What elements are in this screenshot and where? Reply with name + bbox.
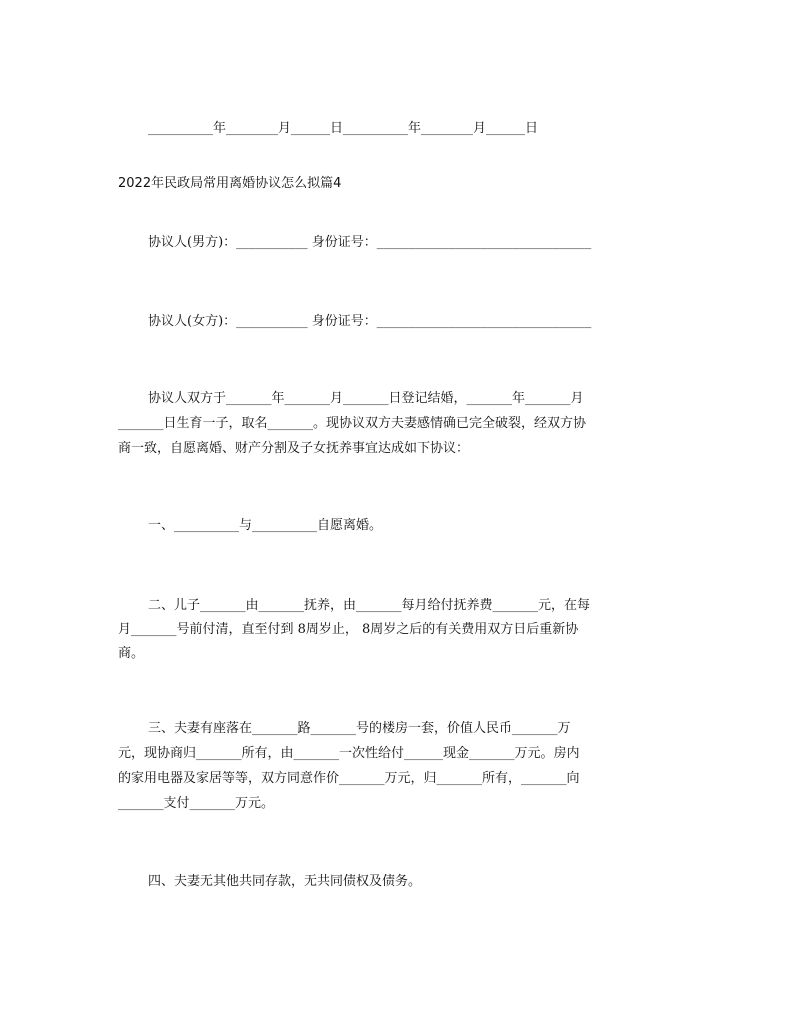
clause-4: 四、夫妻无其他共同存款，无共同债权及债务。: [148, 874, 422, 889]
intro-line-1: 协议人双方于_______年_______月_______日登记结婚，_______年_______月: [148, 391, 584, 406]
clause-1: 一、__________与__________自愿离婚。: [148, 518, 383, 533]
clause-2-line-1: 二、儿子_______由_______抚养，由_______每月给付抚养费_______元，在每: [148, 598, 591, 613]
clause-3-line-4: _______支付_______万元。: [118, 796, 275, 811]
clause-3-line-1: 三、夫妻有座落在_______路_______号的楼房一套，价值人民币_______万: [148, 721, 571, 736]
intro-line-3: 商一致，自愿离婚、财产分割及子女抚养事宜达成如下协议：: [118, 441, 470, 456]
clause-3-line-3: 的家用电器及家居等等，双方同意作价_______万元，归_______所有，_______向: [118, 771, 580, 786]
clause-3-line-2: 元，现协商归_______所有，由_______一次性给付______现金_______万元。房内: [118, 746, 580, 761]
clause-2-line-3: 商。: [118, 646, 145, 661]
section-heading: 2022年民政局常用离婚协议怎么拟篇4: [118, 176, 342, 191]
party-female-line: 协议人(女方)：___________ 身份证号：_________________________________: [148, 314, 592, 329]
signature-date-line: __________年________月______日__________年________月______日: [148, 121, 538, 136]
intro-line-2: _______日生育一子，取名_______。现协议双方夫妻感情确已完全破裂，经双方协: [118, 416, 587, 431]
clause-2-line-2: 月_______号前付清，直至付到 8周岁止， 8周岁之后的有关费用双方日后重新协: [118, 622, 579, 637]
party-male-line: 协议人(男方)：___________ 身份证号：_________________________________: [148, 235, 592, 250]
